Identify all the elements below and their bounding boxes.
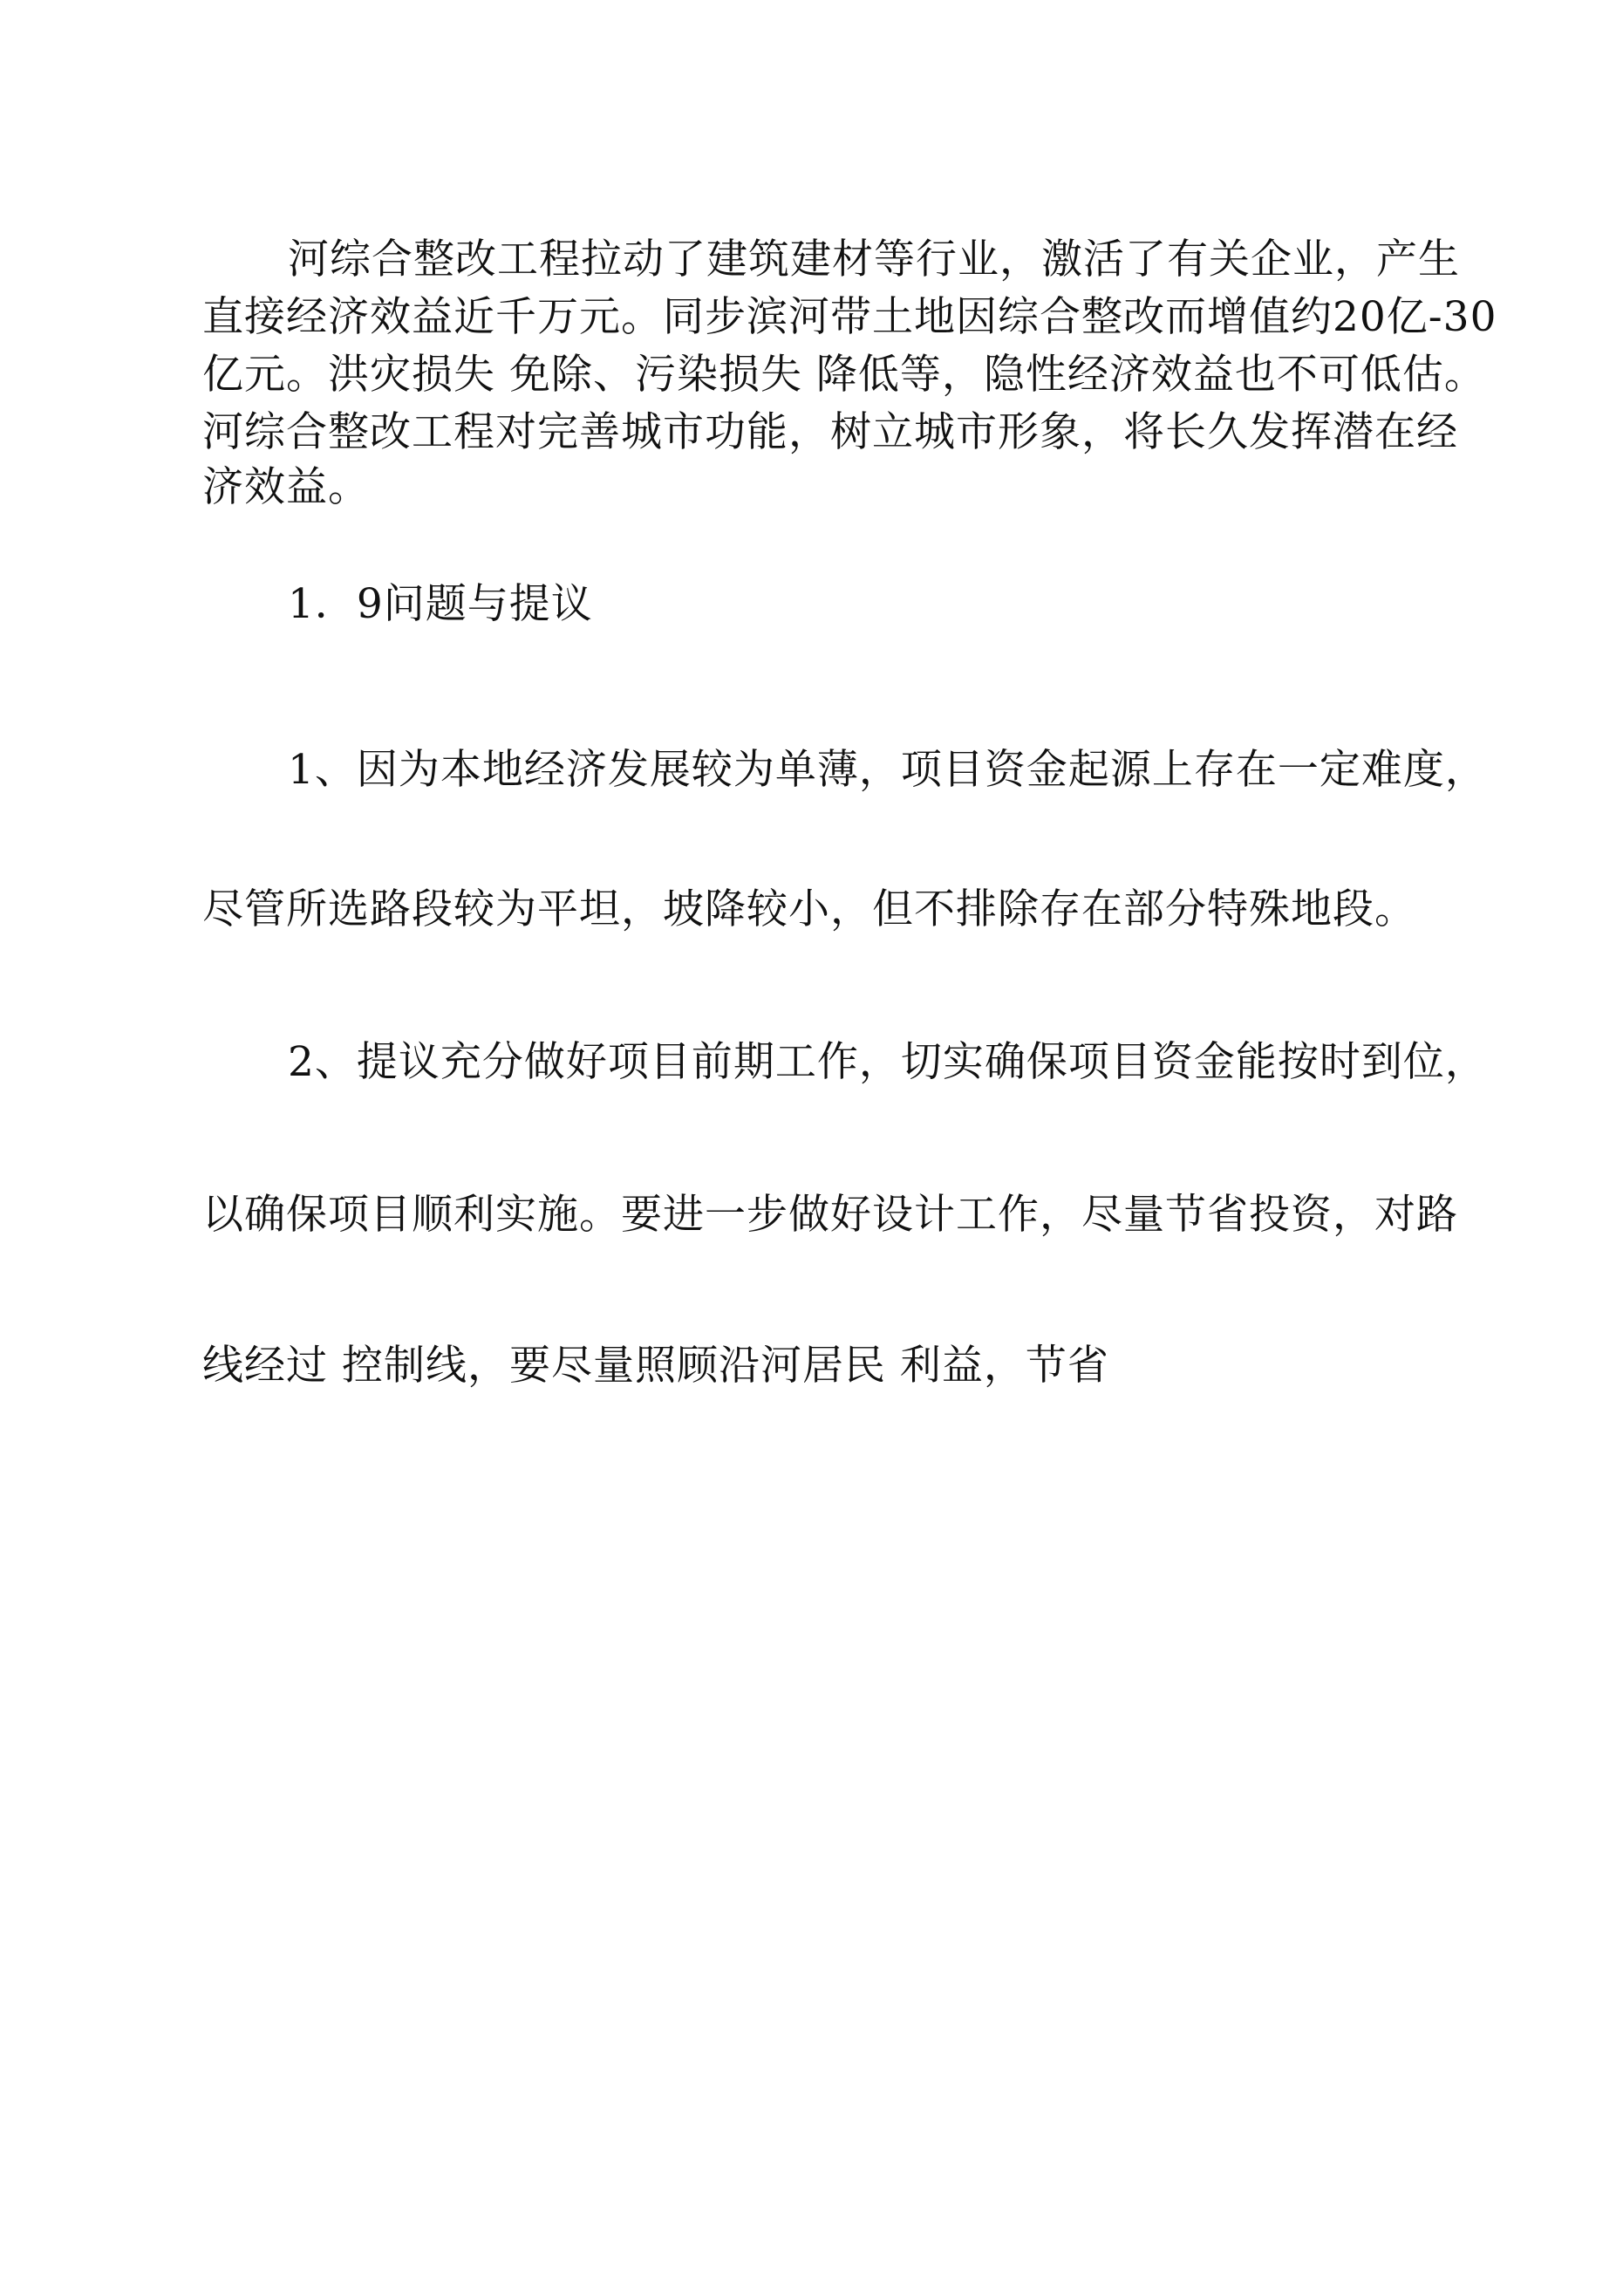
paragraph-line: 济效益。 bbox=[202, 463, 370, 511]
list-item-line: 以确保项目顺利实施。要进一步做好设计工作，尽量节省投资，对路 bbox=[202, 1191, 1458, 1239]
paragraph-line: 河综合整改工程对完善城市功能，树立城市形象，将长久发挥潜在经 bbox=[202, 408, 1458, 456]
paragraph-line: 直接经济效益近千万元。同步滨河带土地因综合整改而增值约20亿-30 bbox=[202, 293, 1497, 341]
paragraph-line: 亿元。洪灾损失 免除、污染损失 降低等，隐性经济效益也不可低估。 bbox=[202, 351, 1486, 399]
paragraph-line: 河综合整改工程拉动了建筑建材等行业，激活了有关企业，产生 bbox=[288, 236, 1460, 284]
list-item-line: 1、因为本地经济发展较为单薄，项目资金起源上存在一定难度， bbox=[288, 746, 1487, 794]
list-item-line: 线经过 控制线，要尽量照顾沿河居民 利益，节省 bbox=[202, 1342, 1109, 1390]
list-item-line: 2、提议充分做好项目前期工作，切实确保项目资金能按时到位， bbox=[288, 1038, 1487, 1086]
section-heading: 1．9问题与提议 bbox=[288, 580, 593, 628]
list-item-line: 尽管所选路段较为平坦，坡降较小，但不排除存在部分特殊地段。 bbox=[202, 885, 1416, 933]
